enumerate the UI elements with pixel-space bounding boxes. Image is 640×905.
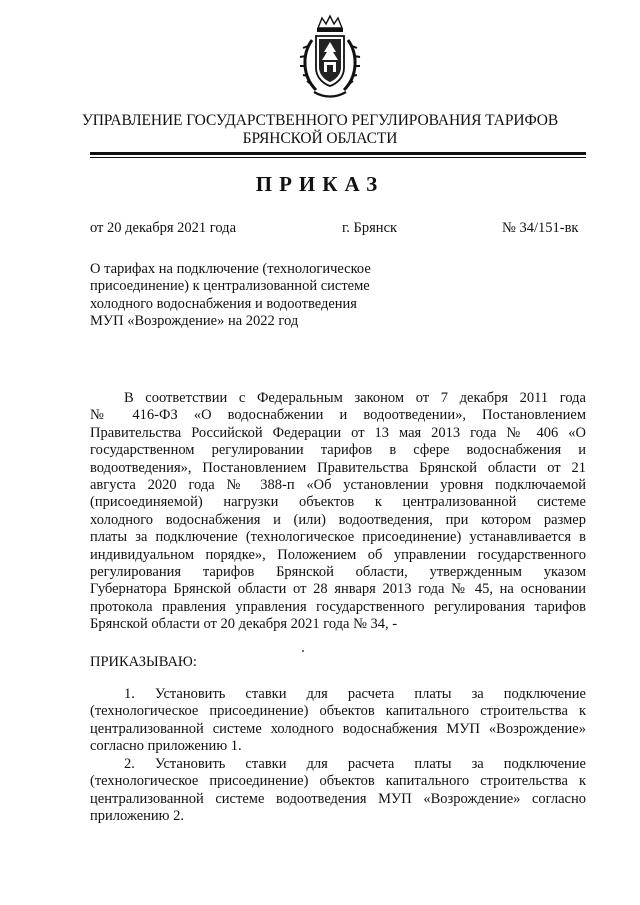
document-date: от 20 декабря 2021 года <box>90 220 236 236</box>
item-line: (технологическое присоединение) объектов капитального строительства к <box>90 703 586 720</box>
coat-of-arms-icon <box>298 14 362 100</box>
subject-line: присоединение) к централизованной системе <box>90 278 370 295</box>
item-line: (технологическое присоединение) объектов капитального строительства к <box>90 773 586 790</box>
subject-line: О тарифах на подключение (технологическое <box>90 261 371 277</box>
preamble-line: № 416-ФЗ «О водоснабжении и водоотведении», Постановлением <box>90 407 586 424</box>
item-line: централизованной системе водоотведения МУП «Возрождение» согласно <box>90 790 586 807</box>
preamble-line: индивидуальном порядке», Положением об управлении государственного <box>90 546 586 563</box>
preamble-line: Правительства Российской Федерации от 13 мая 2013 года № 406 «О <box>90 424 586 441</box>
preamble-line: водоотведения», Постановлением Правительства Брянской области от 21 <box>90 459 586 476</box>
preamble-line: Губернатора Брянской области от 28 января 2013 года № 45, на основании <box>90 581 586 598</box>
item-line: централизованной системе холодного водоснабжения МУП «Возрождение» <box>90 720 586 737</box>
header-divider-thick <box>90 152 586 155</box>
preamble-line: государственном регулировании тарифов в сфере водоснабжения и <box>90 442 586 459</box>
item-line: 2. Установить ставки для расчета платы за подключение <box>124 756 586 772</box>
document-title: ПРИКАЗ <box>255 172 385 196</box>
header-divider-thin <box>90 157 586 158</box>
preamble-line: регулирования тарифов Брянской области, утвержденным указом <box>90 564 586 581</box>
preamble-line: Брянской области от 20 декабря 2021 года № 34, - <box>90 616 398 633</box>
organization-name-line-1: УПРАВЛЕНИЕ ГОСУДАРСТВЕННОГО РЕГУЛИРОВАНИЯ ТАРИФОВ <box>81 112 559 129</box>
item-line: приложению 2. <box>90 808 185 825</box>
preamble-line: платы за подключение (технологическое присоединение) устанавливается в <box>90 529 586 546</box>
document-number: № 34/151-вк <box>502 220 579 236</box>
item-line: 1. Установить ставки для расчета платы за подключение <box>124 686 586 702</box>
scan-speck <box>302 650 304 652</box>
document-subject <box>90 261 410 331</box>
preamble-line: протокола правления управления государственного регулирования тарифов <box>90 598 586 615</box>
organization-name-line-2: БРЯНСКОЙ ОБЛАСТИ <box>242 130 398 147</box>
subject-line: холодного водоснабжения и водоотведения <box>90 295 357 312</box>
preamble-line: августа 2020 года № 388-п «Об установлении уровня подключаемой <box>90 477 586 494</box>
preamble-line: (присоединяемой) нагрузки объектов к централизованной системе <box>90 494 586 511</box>
order-item-2 <box>90 756 586 826</box>
order-item-1 <box>90 686 586 756</box>
preamble-line: холодного водоснабжения и (или) водоотведения, при котором размер <box>90 511 586 528</box>
item-line: согласно приложению 1. <box>90 738 242 755</box>
preamble-paragraph <box>90 390 586 634</box>
subject-line: МУП «Возрождение» на 2022 год <box>90 313 299 330</box>
preamble-line: В соответствии с Федеральным законом от 7 декабря 2011 года <box>124 390 586 406</box>
document-city: г. Брянск <box>342 220 398 236</box>
order-word: ПРИКАЗЫВАЮ: <box>90 654 197 670</box>
